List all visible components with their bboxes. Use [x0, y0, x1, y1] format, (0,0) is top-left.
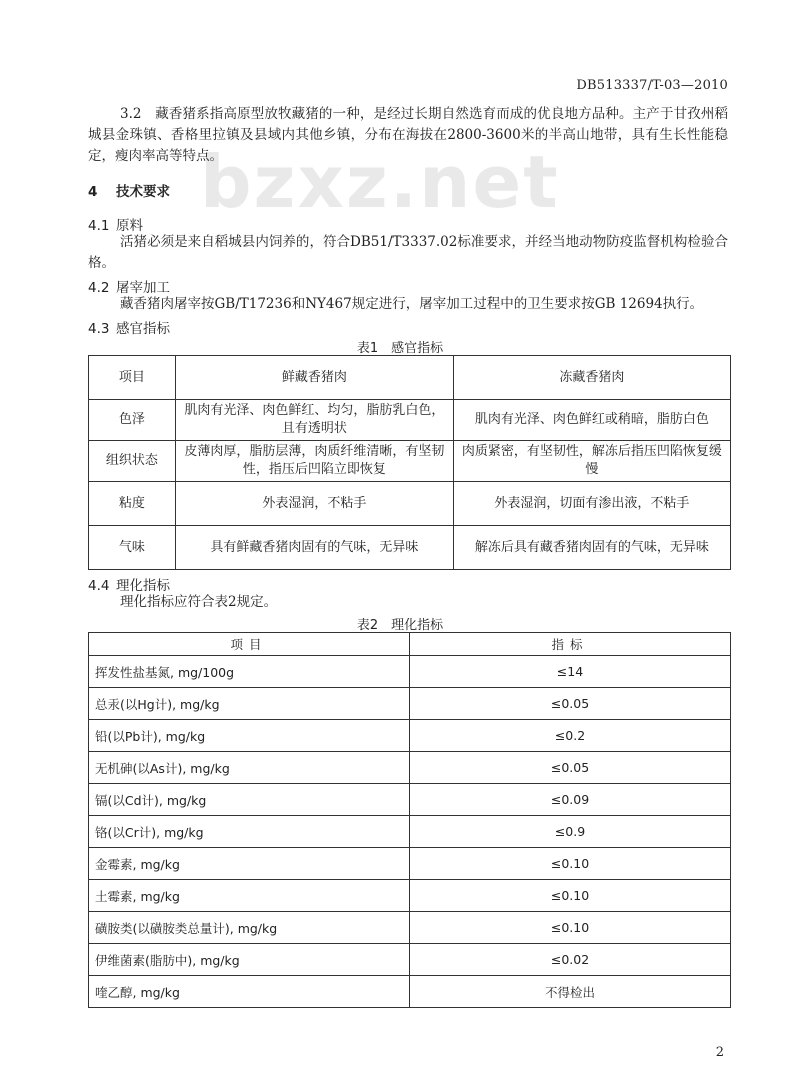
table-cell: 铬(以Cr计), mg/kg — [89, 816, 410, 848]
table-row — [89, 912, 731, 944]
table-cell: ≤0.10 — [410, 912, 731, 944]
section-title: 屠宰加工 — [116, 280, 170, 296]
table-cell: ≤0.05 — [410, 752, 731, 784]
table-cell: 气味 — [89, 526, 176, 570]
document-code: DB513337/T-03—2010 — [576, 78, 728, 93]
table-header-row — [89, 633, 731, 656]
physicochemical-table — [88, 632, 731, 1008]
table-cell: 粘度 — [89, 482, 176, 526]
table-cell: 不得检出 — [410, 976, 731, 1008]
section-number: 4.3 — [88, 321, 110, 337]
section-4-heading — [88, 180, 170, 200]
table-row — [89, 656, 731, 688]
table-header-cell: 鲜藏香猪肉 — [175, 356, 453, 400]
table-row — [89, 784, 731, 816]
table-row — [89, 441, 731, 482]
table-cell: ≤0.02 — [410, 944, 731, 976]
table-cell: 具有鲜藏香猪肉固有的气味，无异味 — [175, 526, 453, 570]
table-cell: 伊维菌素(脂肪中), mg/kg — [89, 944, 410, 976]
table-row — [89, 526, 731, 570]
section-title: 技术要求 — [116, 184, 170, 200]
page-number: 2 — [715, 1045, 724, 1060]
table-cell: ≤0.2 — [410, 720, 731, 752]
table-header-cell: 项目 — [89, 633, 410, 656]
table-cell: 铅(以Pb计), mg/kg — [89, 720, 410, 752]
watermark: bzxz.net — [200, 140, 560, 224]
table-cell: 外表湿润，不粘手 — [175, 482, 453, 526]
table-cell: 无机砷(以As计), mg/kg — [89, 752, 410, 784]
table2-caption: 表2 理化指标 — [356, 618, 444, 633]
table-cell: ≤14 — [410, 656, 731, 688]
table-cell: 金霉素, mg/kg — [89, 848, 410, 880]
table-cell: 总汞(以Hg计), mg/kg — [89, 688, 410, 720]
table-cell: 土霉素, mg/kg — [89, 880, 410, 912]
table-row — [89, 482, 731, 526]
table-cell: 磺胺类(以磺胺类总量计), mg/kg — [89, 912, 410, 944]
table-cell: 组织状态 — [89, 441, 176, 482]
table-cell: 色泽 — [89, 400, 176, 441]
section-number: 4 — [88, 184, 98, 200]
section-title: 原料 — [116, 218, 143, 234]
table-row — [89, 976, 731, 1008]
table-header-cell: 项目 — [89, 356, 176, 400]
table-cell: 肌肉有光泽、肉色鲜红、均匀，脂肪乳白色，且有透明状 — [175, 400, 453, 441]
table-cell: 喹乙醇, mg/kg — [89, 976, 410, 1008]
table-row — [89, 720, 731, 752]
sensory-table — [88, 355, 731, 570]
section-number: 4.2 — [88, 280, 110, 296]
table-cell: ≤0.10 — [410, 848, 731, 880]
table-row — [89, 880, 731, 912]
section-3-2-paragraph: 3.2 藏香猪系指高原型放牧藏猪的一种，是经过长期自然选育而成的优良地方品种。主产于甘孜州稻城县金珠镇、香格里拉镇及县域内其他乡镇，分布在海拔在2800-3600米的半高山地带，具有生长性能稳定，瘦肉率高等特点。 — [88, 106, 728, 164]
table-row — [89, 400, 731, 441]
table-header-cell: 指标 — [410, 633, 731, 656]
table-row — [89, 688, 731, 720]
table-cell: 解冻后具有藏香猪肉固有的气味，无异味 — [453, 526, 730, 570]
table-row — [89, 848, 731, 880]
table-row — [89, 816, 731, 848]
table-header-row — [89, 356, 731, 400]
section-4-1-paragraph: 活猪必须是来自稻城县内饲养的，符合DB51/T3337.02标准要求，并经当地动物防疫监督机构检验合格。 — [88, 234, 728, 271]
table-cell: 皮薄肉厚，脂肪层薄，肉质纤维清晰，有坚韧性，指压后凹陷立即恢复 — [175, 441, 453, 482]
table-cell: 镉(以Cd计), mg/kg — [89, 784, 410, 816]
table-row — [89, 752, 731, 784]
table-cell: 挥发性盐基氮, mg/100g — [89, 656, 410, 688]
table1-caption: 表1 感官指标 — [356, 341, 444, 356]
section-number: 4.1 — [88, 218, 110, 234]
section-4-4-heading — [88, 574, 170, 594]
table-row — [89, 944, 731, 976]
table-header-cell: 冻藏香猪肉 — [453, 356, 730, 400]
table-cell: 外表湿润，切面有渗出液，不粘手 — [453, 482, 730, 526]
table-cell: ≤0.05 — [410, 688, 731, 720]
section-title: 感官指标 — [116, 321, 170, 337]
section-4-4-paragraph: 理化指标应符合表2规定。 — [120, 594, 278, 610]
section-title: 理化指标 — [116, 578, 170, 594]
section-4-3-heading — [88, 317, 170, 337]
table-cell: ≤0.9 — [410, 816, 731, 848]
section-4-2-paragraph: 藏香猪肉屠宰按GB/T17236和NY467规定进行，屠宰加工过程中的卫生要求按GB 12694执行。 — [120, 296, 704, 312]
table-cell: 肌肉有光泽、肉色鲜红或稍暗，脂肪白色 — [453, 400, 730, 441]
section-4-1-heading — [88, 214, 143, 234]
table-cell: 肉质紧密，有坚韧性，解冻后指压凹陷恢复缓慢 — [453, 441, 730, 482]
table-cell: ≤0.10 — [410, 880, 731, 912]
section-number: 4.4 — [88, 578, 110, 594]
section-4-2-heading — [88, 276, 170, 296]
table-cell: ≤0.09 — [410, 784, 731, 816]
